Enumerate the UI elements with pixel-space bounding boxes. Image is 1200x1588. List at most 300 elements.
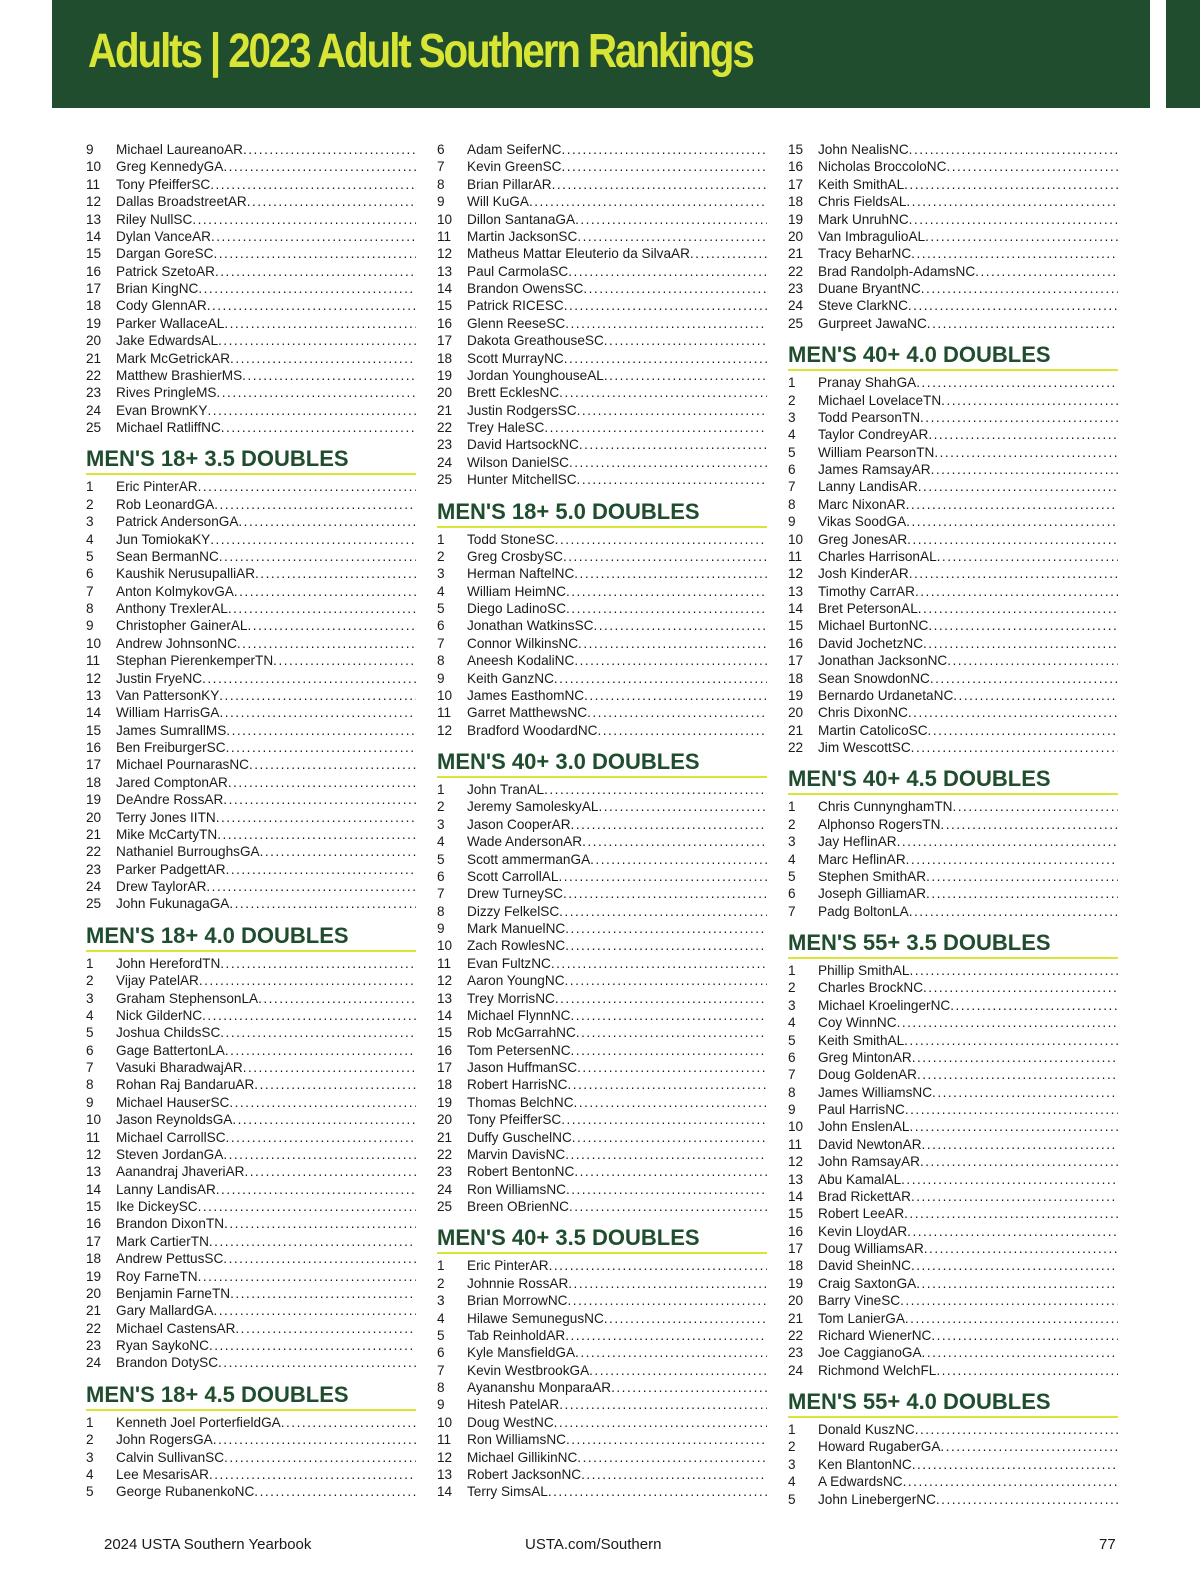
dot-leader (905, 1101, 1118, 1118)
ranking-row (437, 193, 767, 210)
dot-leader (901, 1171, 1118, 1188)
points-leader (219, 687, 416, 704)
dot-leader (209, 1233, 416, 1250)
points-leader (281, 1414, 416, 1431)
ranking-row (437, 1198, 767, 1215)
dot-leader (611, 1379, 767, 1396)
rank: 5 (788, 1491, 796, 1507)
player-name: Brian Pillar (467, 176, 533, 192)
rank: 5 (788, 868, 796, 884)
player-name: Andrew Pettus (116, 1251, 205, 1267)
player-name: Ike Dickey (116, 1199, 179, 1214)
points-leader (930, 670, 1118, 687)
player-name: Gary Mallard (116, 1303, 194, 1319)
ranking-row (437, 315, 767, 332)
points-leader (223, 1250, 416, 1267)
state: NC (895, 1422, 915, 1437)
player-name: Patrick RICE (467, 298, 545, 314)
dot-leader (577, 402, 767, 419)
ranking-row (437, 851, 767, 868)
player-name: Richard Wiener (818, 1327, 912, 1343)
rank: 2 (86, 973, 94, 989)
player-name: Breen OBrien (467, 1199, 550, 1214)
player-name: Michael Ratliff (116, 420, 202, 435)
player-name: Brandon Dixon (116, 1216, 206, 1232)
rank: 15 (437, 1025, 453, 1041)
ranking-row (437, 833, 767, 850)
state: AR (529, 1258, 549, 1274)
player-name: Howard Rugaber (818, 1439, 921, 1455)
ranking-row (86, 722, 416, 739)
player-name: Evan Fultz (467, 955, 532, 971)
points-leader (565, 972, 767, 989)
ranking-row (437, 781, 767, 798)
state: TN (190, 1233, 209, 1249)
state: AR (190, 1466, 209, 1482)
footer-website-link[interactable]: USTA.com/Southern (525, 1536, 662, 1553)
dot-leader (230, 350, 416, 367)
points-leader (906, 193, 1118, 210)
rank: 23 (437, 437, 453, 453)
points-leader (917, 1066, 1118, 1083)
ranking-row (437, 583, 767, 600)
rank: 19 (437, 1094, 453, 1110)
points-leader (900, 1292, 1118, 1309)
rank: 9 (437, 670, 445, 686)
points-leader (544, 781, 767, 798)
points-leader (549, 1257, 767, 1274)
dot-leader (225, 1042, 416, 1059)
state: GA (194, 496, 215, 512)
ranking-row (437, 617, 767, 634)
dot-leader (903, 1473, 1118, 1490)
state: NC (885, 1102, 905, 1117)
ranking-row (788, 548, 1118, 565)
ranking-row (86, 1129, 416, 1146)
state: SC (546, 315, 566, 331)
state: AL (527, 782, 545, 797)
player-name: Glenn Reese (467, 315, 547, 331)
ranking-row (788, 868, 1118, 885)
ranking-row (788, 193, 1118, 210)
state: AR (892, 1049, 912, 1065)
player-name: Scott ammerman (467, 851, 571, 867)
dot-leader (906, 851, 1118, 868)
ranking-row (437, 1094, 767, 1111)
state: GA (212, 1112, 233, 1128)
rank: 13 (437, 263, 453, 279)
rank: 24 (86, 1355, 102, 1371)
dot-leader (926, 885, 1118, 902)
rank: 16 (788, 159, 804, 175)
dot-leader (216, 809, 416, 826)
dot-leader (928, 722, 1118, 739)
player-name: Brandon Owens (467, 281, 565, 296)
state: AR (549, 1275, 569, 1291)
points-leader (230, 1285, 416, 1302)
state: NC (217, 635, 237, 651)
dot-leader (559, 384, 767, 401)
ranking-row (86, 1198, 416, 1215)
player-name: Gage Batterton (116, 1042, 209, 1058)
player-name: George Rubanenko (116, 1484, 235, 1500)
state: SC (540, 903, 560, 919)
player-name: Jordan Younghouse (467, 367, 588, 383)
ranking-row (437, 652, 767, 669)
ranking-row (86, 972, 416, 989)
dot-leader (237, 635, 416, 652)
rank: 14 (437, 1484, 453, 1500)
ranking-row (788, 1421, 1118, 1438)
dot-leader (224, 1449, 416, 1466)
ranking-row (788, 1344, 1118, 1361)
state: NC (544, 350, 564, 366)
dot-leader (230, 1285, 416, 1302)
points-leader (923, 979, 1118, 996)
rank: 6 (86, 566, 94, 582)
state: NC (541, 142, 562, 157)
rank: 6 (788, 1049, 796, 1065)
state: NC (550, 1042, 571, 1058)
points-leader (905, 1310, 1118, 1327)
ranking-row (788, 176, 1118, 193)
dot-leader (255, 565, 416, 582)
state: NC (182, 1007, 203, 1023)
rank: 9 (86, 618, 94, 634)
state: SC (557, 402, 577, 418)
points-leader (911, 245, 1118, 262)
state: SC (558, 228, 578, 244)
state: TN (179, 1268, 198, 1284)
state: TN (934, 799, 953, 815)
dot-leader (247, 617, 416, 634)
state: NC (891, 246, 912, 262)
rank: 5 (437, 1327, 445, 1343)
points-leader (920, 409, 1118, 426)
player-name: James Williams (818, 1084, 913, 1100)
rank: 1 (86, 955, 94, 971)
points-leader (247, 193, 416, 210)
dot-leader (909, 1118, 1118, 1135)
player-name: Dizzy Felkel (467, 903, 541, 919)
dot-leader (247, 193, 416, 210)
points-leader (950, 997, 1118, 1014)
ranking-row (437, 1163, 767, 1180)
player-name: Riley Null (116, 211, 174, 227)
ranking-row (86, 1354, 416, 1371)
player-name: Tom Lanier (818, 1310, 886, 1326)
rank: 8 (788, 1084, 796, 1100)
dot-leader (243, 1059, 416, 1076)
state: AL (211, 601, 228, 616)
player-name: Jason Cooper (467, 816, 552, 832)
player-name: Jun Tomioka (116, 531, 193, 547)
rank: 18 (86, 1251, 102, 1267)
ranking-row (86, 245, 416, 262)
ranking-row (86, 635, 416, 652)
ranking-row (788, 1171, 1118, 1188)
ranking-row (86, 861, 416, 878)
ranking-row (437, 1042, 767, 1059)
player-name: John Tran (467, 782, 528, 797)
state: NC (888, 298, 908, 314)
ranking-row (788, 478, 1118, 495)
rank: 22 (86, 1320, 102, 1336)
state: GA (896, 375, 917, 391)
points-leader (254, 1076, 416, 1093)
rank: 3 (788, 834, 796, 850)
state: AR (223, 1060, 243, 1075)
player-name: Vikas Sood (818, 514, 887, 530)
ranking-row (437, 1275, 767, 1292)
state: GA (199, 705, 220, 721)
state: AR (888, 1223, 908, 1239)
rank: 15 (437, 298, 453, 314)
player-name: James Easthom (467, 687, 565, 703)
player-name: David Shein (818, 1258, 892, 1274)
state: AR (889, 566, 909, 582)
state: SC (199, 1355, 219, 1371)
dot-leader (565, 972, 767, 989)
ranking-row (86, 1076, 416, 1093)
player-name: Donald Kusz (818, 1422, 896, 1437)
player-name: Brad Rickett (818, 1188, 893, 1204)
rank: 17 (86, 1233, 102, 1249)
player-name: Jonathan Jackson (818, 653, 928, 669)
ranking-row (86, 402, 416, 419)
ranking-row (788, 1327, 1118, 1344)
state: SC (191, 176, 211, 192)
player-name: Kevin Green (467, 159, 543, 175)
rank: 13 (437, 1466, 453, 1482)
dot-leader (897, 833, 1118, 850)
dot-leader (915, 1421, 1118, 1438)
points-leader (946, 158, 1118, 175)
rank: 1 (788, 799, 796, 815)
dot-leader (254, 1076, 416, 1093)
dot-leader (228, 600, 416, 617)
player-name: Rives Pringle (116, 385, 197, 401)
player-name: David Jochetz (818, 635, 904, 651)
ranking-row (437, 635, 767, 652)
player-name: Alphonso Rogers (818, 816, 923, 832)
state: AR (540, 1397, 560, 1413)
header-banner (52, 0, 1150, 108)
player-name: Terry Sims (467, 1484, 532, 1500)
rank: 3 (788, 1456, 796, 1472)
state: AR (902, 1136, 922, 1152)
ranking-row (788, 426, 1118, 443)
rank: 17 (437, 1060, 453, 1075)
footer-publication: 2024 USTA Southern Yearbook (104, 1536, 312, 1553)
player-name: Kevin Lloyd (818, 1223, 889, 1239)
points-leader (915, 1421, 1118, 1438)
player-name: Ron Williams (467, 1181, 547, 1197)
state: NC (889, 211, 909, 227)
dot-leader (947, 652, 1118, 669)
points-leader (912, 1456, 1118, 1473)
rank: 1 (788, 963, 796, 978)
player-name: Duffy Guschel (467, 1129, 553, 1145)
rank: 13 (437, 990, 453, 1006)
state: AR (216, 1320, 236, 1336)
dot-leader (566, 600, 767, 617)
dot-leader (911, 1188, 1118, 1205)
state: GA (193, 1432, 213, 1448)
dot-leader (572, 1129, 767, 1146)
rank: 5 (86, 548, 94, 564)
player-name: Matthew Brashier (116, 367, 222, 383)
state: GA (261, 1414, 281, 1430)
dot-leader (925, 228, 1118, 245)
rank: 1 (788, 375, 796, 391)
dot-leader (577, 471, 767, 488)
rank: 25 (437, 472, 453, 488)
dot-leader (922, 1136, 1118, 1153)
state: SC (206, 1129, 226, 1145)
ranking-row (86, 384, 416, 401)
dot-leader (579, 436, 767, 453)
rank: 1 (437, 1258, 445, 1274)
points-leader (213, 1302, 416, 1319)
player-name: Michael Castens (116, 1320, 217, 1336)
state: KY (189, 402, 208, 418)
player-name: Dylan Vance (116, 228, 193, 244)
state: GA (203, 1146, 224, 1162)
rank: 4 (86, 1007, 94, 1023)
points-leader (209, 1337, 416, 1354)
dot-leader (213, 1302, 416, 1319)
ranking-row (437, 367, 767, 384)
dot-leader (950, 997, 1118, 1014)
state: AR (196, 263, 215, 279)
dot-leader (590, 851, 767, 868)
state: AR (907, 868, 927, 884)
player-name: Jason Huffman (467, 1060, 559, 1075)
ranking-row (437, 565, 767, 582)
dot-leader (551, 955, 767, 972)
player-name: Kaushik Nerusupalli (116, 566, 237, 582)
dot-leader (909, 141, 1118, 158)
rank: 10 (86, 1112, 102, 1128)
state: LA (892, 903, 909, 919)
points-leader (209, 1466, 416, 1483)
ranking-row (86, 176, 416, 193)
ranking-row (86, 1483, 416, 1500)
ranking-row (788, 617, 1118, 634)
player-name: Andrew Johnson (116, 635, 218, 651)
rank: 4 (788, 427, 796, 443)
dot-leader (604, 367, 767, 384)
dot-leader (563, 885, 767, 902)
section-heading: MEN'S 55+ 4.0 DOUBLES (788, 1388, 1118, 1418)
state: NC (535, 990, 555, 1006)
ranking-row (86, 228, 416, 245)
points-leader (582, 833, 767, 850)
dot-leader (202, 1007, 416, 1024)
section-heading: MEN'S 40+ 4.5 DOUBLES (788, 765, 1118, 795)
ranking-row (437, 920, 767, 937)
rank: 21 (437, 1129, 453, 1145)
player-name: James Ramsay (818, 462, 912, 477)
dot-leader (564, 350, 767, 367)
player-name: Anthony Trexler (116, 601, 212, 616)
state: GA (193, 1303, 214, 1319)
points-leader (565, 937, 767, 954)
ranking-row (437, 402, 767, 419)
state: NC (955, 263, 976, 279)
ranking-row (437, 1007, 767, 1024)
rank: 21 (86, 826, 102, 842)
points-leader (566, 583, 767, 600)
rank: 9 (437, 921, 445, 936)
points-leader (904, 1032, 1118, 1049)
points-leader (243, 141, 416, 158)
points-leader (226, 861, 416, 878)
rankings-column-2 (437, 141, 767, 1501)
state: SC (557, 472, 577, 488)
points-leader (906, 851, 1118, 868)
points-leader (574, 1163, 767, 1180)
player-name: Michael Laureano (116, 142, 225, 157)
rank: 8 (437, 903, 445, 919)
points-leader (568, 1275, 767, 1292)
points-leader (565, 1327, 767, 1344)
points-leader (611, 1379, 767, 1396)
rank: 21 (86, 350, 102, 366)
points-leader (571, 816, 767, 833)
player-name: Dillon Santana (467, 211, 556, 227)
ranking-row (788, 141, 1118, 158)
points-leader (561, 158, 767, 175)
player-name: Doug Williams (818, 1241, 905, 1256)
dot-leader (936, 1362, 1118, 1379)
dot-leader (911, 739, 1118, 756)
player-name: Steve Clark (818, 298, 889, 314)
player-name: Dallas Broadstreet (116, 194, 228, 210)
player-name: Benjamin Farne (116, 1285, 212, 1301)
player-name: Parker Padgett (116, 861, 207, 877)
player-name: Chris Fields (818, 194, 890, 210)
rank: 23 (788, 1345, 804, 1361)
dot-leader (916, 374, 1118, 391)
ranking-row (437, 670, 767, 687)
dot-leader (210, 531, 416, 548)
rank: 18 (86, 298, 102, 314)
points-leader (924, 1240, 1118, 1257)
dot-leader (578, 635, 767, 652)
state: AL (230, 618, 248, 634)
rank: 15 (86, 722, 102, 738)
points-leader (210, 176, 416, 193)
ranking-row (86, 531, 416, 548)
player-name: Herman Naftel (467, 566, 555, 582)
rank: 13 (788, 583, 804, 599)
points-leader (273, 652, 416, 669)
rank: 4 (788, 1015, 796, 1031)
dot-leader (555, 990, 767, 1007)
player-name: Marc Nixon (818, 496, 887, 512)
state: SC (549, 263, 569, 279)
dot-leader (561, 141, 767, 158)
dot-leader (571, 1042, 767, 1059)
player-name: Greg Kennedy (116, 159, 204, 175)
points-leader (940, 816, 1118, 833)
state: TN (205, 1216, 225, 1232)
dot-leader (192, 211, 416, 228)
player-name: John Fukunaga (116, 896, 210, 912)
points-leader (238, 513, 416, 530)
